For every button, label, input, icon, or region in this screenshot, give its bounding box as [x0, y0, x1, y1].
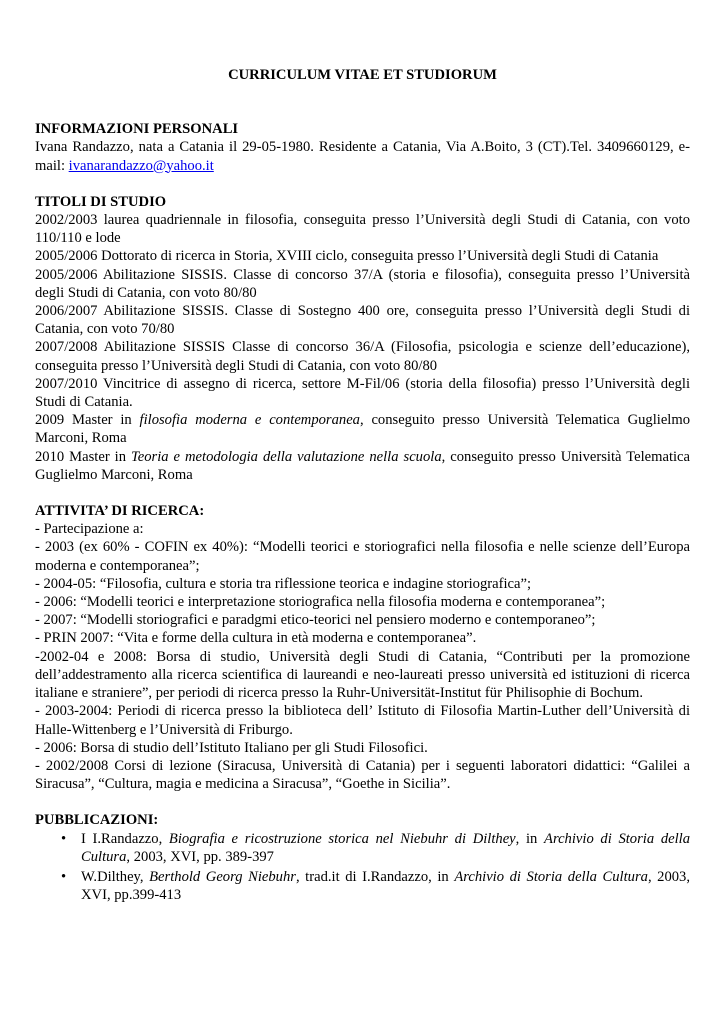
master-title: Teoria e metodologia della valutazione nella scuola: [131, 448, 442, 465]
publication-item: [35, 868, 690, 904]
personal-details: Ivana Randazzo, nata a Catania il 29-05-1980. Residente a Catania, Via A.Boito, 3 (CT).Tel. 3409660129, e-mail:: [35, 139, 690, 174]
study-item: 2002/2003 laurea quadriennale in filosofia, conseguita presso l’Università degli Studi di Catania, con voto 110/110 e lode: [35, 212, 690, 247]
heading-publications: PUBBLICAZIONI:: [35, 812, 159, 829]
section-studies: [35, 193, 690, 484]
research-item: - 2004-05: “Filosofia, cultura e storia tra riflessione teorica e indagine storiografica”;: [35, 575, 532, 592]
research-item: - 2003 (ex 60% - COFIN ex 40%): “Modelli teorici e storiografici nella filosofia e nelle scienze dell’Europa moderna e contemporanea”;: [35, 539, 690, 574]
study-item: 2007/2008 Abilitazione SISSIS Classe di concorso 36/A (Filosofia, psicologia e scienze dell’educazione), conseguita presso l’Università degli Studi di Catania, con voto 80/80: [35, 339, 690, 374]
section-personal-info: [35, 120, 690, 175]
section-publications: [35, 811, 690, 904]
pub-details: , 2003, XVI, pp.399-413: [81, 868, 690, 904]
study-item: 2007/2010 Vincitrice di assegno di ricerca, settore M-Fil/06 (storia della filosofia) presso l’Università degli Studi di Catania.: [35, 375, 690, 411]
publication-item: [35, 830, 690, 866]
master-suffix: , conseguito presso Università Telematica Guglielmo Marconi, Roma: [35, 412, 690, 447]
personal-info-text: [35, 138, 690, 174]
study-item-master-2009: [35, 411, 690, 447]
research-item: - PRIN 2007: “Vita e forme della cultura in età moderna e contemporanea”.: [35, 630, 477, 647]
document-title: CURRICULUM VITAE ET STUDIORUM: [228, 67, 497, 83]
master-prefix: 2009 Master in: [35, 412, 140, 429]
master-title: filosofia moderna e contemporanea: [139, 412, 360, 429]
heading-research: ATTIVITA’ DI RICERCA:: [35, 503, 205, 520]
master-suffix: , conseguito presso Università Telematica Guglielmo Marconi, Roma: [35, 448, 691, 483]
pub-title: Berthold Georg Niebuhr: [149, 868, 296, 885]
heading-studies: TITOLI DI STUDIO: [35, 193, 167, 210]
pub-author: W.Dilthey,: [81, 868, 150, 885]
research-item: - Partecipazione a:: [35, 521, 144, 538]
research-item: - 2007: “Modelli storiografici e paradgmi etico-teorici nel pensiero moderno e contemporaneo”;: [35, 612, 596, 629]
bullet-icon: •: [61, 830, 67, 847]
research-item: - 2002/2008 Corsi di lezione (Siracusa, Università di Catania) per i seguenti laboratori didattici: “Galilei a Siracusa”, “Cultura, magia e medicina a Siracusa”, “Goethe in Sicilia”.: [35, 757, 690, 793]
pub-journal: Archivio di Storia della Cultura: [454, 868, 648, 885]
heading-personal-info: INFORMAZIONI PERSONALI: [35, 121, 239, 138]
bullet-icon: •: [61, 868, 67, 885]
study-item-master-2010: [35, 448, 690, 484]
study-item: 2006/2007 Abilitazione SISSIS. Classe di Sostegno 400 ore, conseguita presso l’Università degli Studi di Catania, con voto 70/80: [35, 303, 690, 338]
document-page: [35, 66, 690, 922]
pub-author: I I.Randazzo,: [81, 830, 169, 847]
research-item: - 2006: Borsa di studio dell’Istituto Italiano per gli Studi Filosofici.: [35, 739, 428, 756]
pub-connector: , in: [515, 830, 545, 847]
section-research: [35, 502, 690, 793]
publications-list: [35, 830, 690, 905]
research-item: - 2006: “Modelli teorici e interpretazione storiografica nella filosofia moderna e contemporanea”;: [35, 594, 606, 611]
pub-details: , 2003, XVI, pp. 389-397: [126, 848, 274, 865]
research-item: - 2003-2004: Periodi di ricerca presso la biblioteca dell’ Istituto di Filosofia Martin-Luther dell’Università di Halle-Wittenberg e l’Università di Friburgo.: [35, 703, 690, 738]
study-item: 2005/2006 Dottorato di ricerca in Storia, XVIII ciclo, conseguita presso l’Università degli Studi di Catania: [35, 248, 659, 265]
study-item: 2005/2006 Abilitazione SISSIS. Classe di concorso 37/A (storia e filosofia), conseguita presso l’Università degli Studi di Catania, con voto 80/80: [35, 266, 690, 301]
pub-title: Biografia e ricostruzione storica nel Niebuhr di Dilthey: [168, 830, 516, 847]
pub-connector: , trad.it di I.Randazzo, in: [295, 868, 455, 885]
master-prefix: 2010 Master in: [35, 448, 131, 465]
email-link[interactable]: ivanarandazzo@yahoo.it: [68, 157, 214, 174]
pub-journal: Archivio di Storia della Cultura: [81, 830, 690, 865]
research-item: -2002-04 e 2008: Borsa di studio, Università degli Studi di Catania, “Contributi per la promozione dell’addestramento alla ricerca scientifica di laureandi e neo-laureati presso università ed istituzioni di ricerca italiane e straniere”, per periodi di ricerca presso la Ruhr-Universität-Institut für Philisophie di Bochum.: [35, 648, 690, 702]
